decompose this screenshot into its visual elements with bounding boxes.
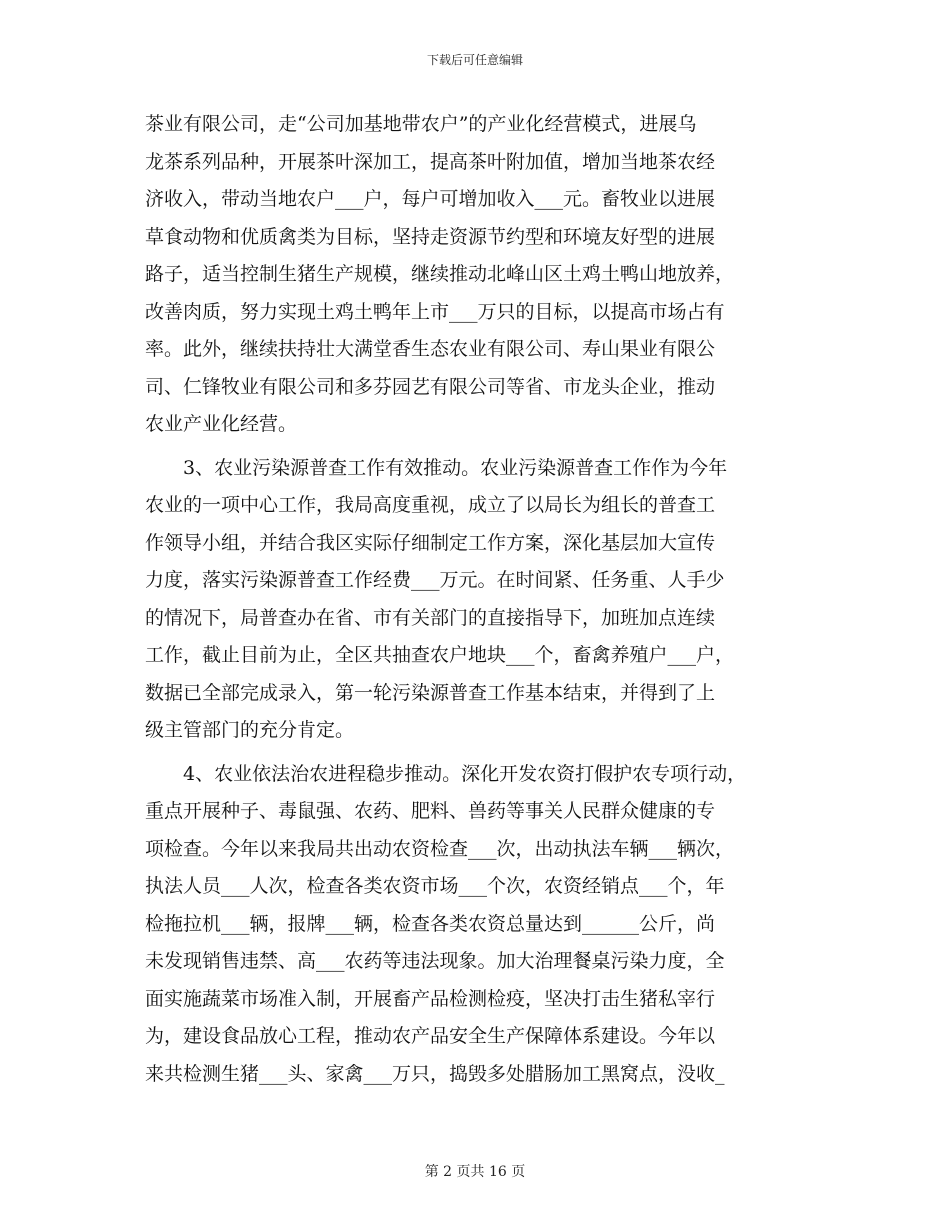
text-line: 检拖拉机___辆，报牌___辆，检查各类农资总量达到______公斤，尚: [145, 912, 716, 935]
text-line: 面实施蔬菜市场准入制，开展畜产品检测检疫，坚决打击生猪私宰行: [145, 987, 716, 1010]
text-line: 草食动物和优质禽类为目标，坚持走资源节约型和环境友好型的进展: [145, 225, 716, 248]
text-line: 济收入，带动当地农户___户，每户可增加收入___元。畜牧业以进展: [145, 188, 716, 210]
text-line: 的情况下，局普查办在省、市有关部门的直接指导下，加班加点连续: [145, 606, 716, 629]
text-line: 数据已全部完成录入，第一轮污染源普查工作基本结束，并得到了上: [145, 681, 716, 704]
text-line: 来共检测生猪___头、家禽___万只，捣毁多处腊肠加工黑窝点，没收_: [145, 1062, 725, 1085]
text-line: 4、农业依法治农进程稳步推动。深化开发农资打假护农专项行动，: [145, 762, 747, 785]
page-footer: 第 2 页共 16 页: [424, 1164, 526, 1180]
text-line: 司、仁锋牧业有限公司和多芬园艺有限公司等省、市龙头企业，推动: [145, 375, 716, 398]
text-line: 改善肉质，努力实现土鸡土鸭年上市___万只的目标，以提高市场占有: [145, 300, 725, 323]
paragraph-2: [145, 450, 805, 750]
text-line: 执法人员___人次，检查各类农资市场___个次，农资经销点___个，年: [145, 875, 725, 897]
text-line: 率。此外，继续扶持壮大满堂香生态农业有限公司、寿山果业有限公: [145, 338, 716, 360]
text-line: 力度，落实污染源普查工作经费___万元。在时间紧、任务重、人手少: [145, 569, 725, 591]
text-line: 为，建设食品放心工程，推动农产品安全生产保障体系建设。今年以: [145, 1025, 716, 1047]
text-line: 级主管部门的充分肯定。: [145, 719, 355, 741]
paragraph-1: [145, 106, 805, 444]
text-line: 龙茶系列品种，开展茶叶深加工，提高茶叶附加值，增加当地茶农经: [145, 150, 716, 173]
text-line: 农业的一项中心工作，我局高度重视，成立了以局长为组长的普查工: [145, 494, 716, 516]
document-body: [145, 106, 805, 1093]
text-line: 工作，截止目前为止，全区共抽查农户地块___个，畜禽养殖户___户，: [145, 644, 735, 666]
text-line: 茶业有限公司，走“公司加基地带农户”的产业化经营模式，进展乌: [145, 113, 697, 135]
text-line: 3、农业污染源普查工作有效推动。农业污染源普查工作作为今年: [145, 456, 728, 479]
page-header: 下载后可任意编辑: [426, 53, 523, 67]
text-line: 作领导小组，并结合我区实际仔细制定工作方案，深化基层加大宣传: [145, 531, 716, 554]
text-line: 农业产业化经营。: [145, 413, 298, 435]
paragraph-3: [145, 756, 805, 1094]
text-line: 项检查。今年以来我局共出动农资检查___次，出动执法车辆___辆次，: [145, 837, 735, 860]
text-line: 路子，适当控制生猪生产规模，继续推动北峰山区土鸡土鸭山地放养，: [145, 263, 735, 285]
text-line: 重点开展种子、毒鼠强、农药、肥料、兽药等事关人民群众健康的专: [145, 800, 716, 822]
text-line: 未发现销售违禁、高___农药等违法现象。加大治理餐桌污染力度，全: [145, 950, 725, 972]
